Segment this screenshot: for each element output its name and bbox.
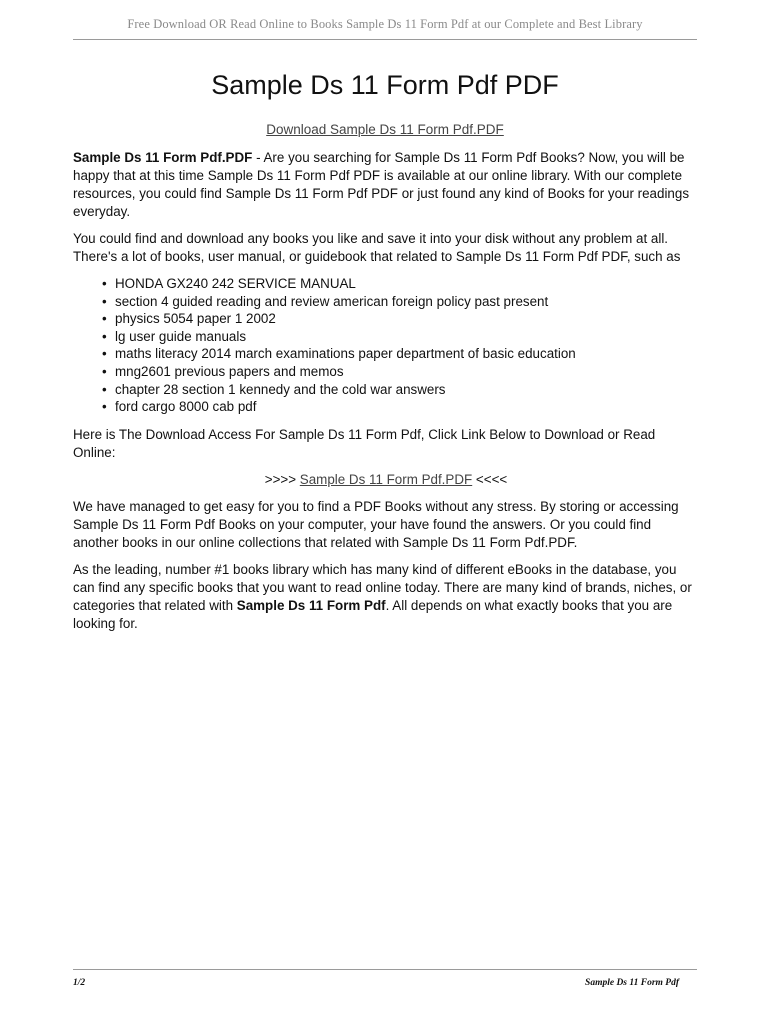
intro-paragraph [73,149,699,221]
paragraph-5-bold: Sample Ds 11 Form Pdf [236,597,386,613]
paragraph-2: You could find and download any books you like and save it into your disk without any problem at all. There's a lot of books, user manual, or guidebook that related to Sample Ds 11 Form Pdf PDF, such as [73,231,681,264]
access-link[interactable]: Sample Ds 11 Form Pdf.PDF [299,471,473,487]
list-item: • lg user guide manuals [115,328,699,346]
page-title: Sample Ds 11 Form Pdf PDF [211,70,559,100]
footer-divider [73,969,697,970]
footer-title: Sample Ds 11 Form Pdf [585,978,679,988]
intro-bold: Sample Ds 11 Form Pdf.PDF [73,150,253,165]
list-item: • ford cargo 8000 cab pdf [115,398,699,416]
main-content [73,149,699,642]
access-link-prefix: >>>> [264,471,300,487]
paragraph-5-text: As the leading, number #1 books library which has many kind of different eBooks in the database, you can find any specific books that you want to read online today. There are many kind of brands, niches, or categories that related with [73,561,692,613]
download-link[interactable]: Download Sample Ds 11 Form Pdf.PDF [266,122,504,137]
access-link-line [73,471,699,489]
paragraph-4: We have managed to get easy for you to find a PDF Books without any stress. By storing or accessing Sample Ds 11 Form Pdf Books on your computer, your have found the answers. Or you could find another books in our online collections that related with Sample Ds 11 Form Pdf.PDF. [73,498,679,550]
list-item: • HONDA GX240 242 SERVICE MANUAL [115,275,699,293]
page-number: 1/2 [73,978,86,988]
access-paragraph: Here is The Download Access For Sample Ds 11 Form Pdf, Click Link Below to Download or Read Online: [73,426,656,460]
download-link-container [0,122,770,137]
list-item: • physics 5054 paper 1 2002 [115,310,699,328]
paragraph-5 [73,561,699,633]
paragraph-5-end: . All depends on what exactly books that you are looking for. [73,597,673,631]
book-list [73,275,699,416]
page-header: Free Download OR Read Online to Books Sample Ds 11 Form Pdf at our Complete and Best Library [127,17,643,31]
list-item: • section 4 guided reading and review american foreign policy past present [115,293,699,311]
list-item: • maths literacy 2014 march examinations paper department of basic education [115,345,699,363]
header-divider [73,39,697,40]
list-item: • mng2601 previous papers and memos [115,363,699,381]
access-link-suffix: <<<< [472,471,508,487]
intro-text: - Are you searching for Sample Ds 11 Form Pdf Books? Now, you will be happy that at this time Sample Ds 11 Form Pdf PDF is available at our online library. With our complete resources, you could find Sample Ds 11 Form Pdf PDF or just found any kind of Books for your readings everyday. [73,150,690,219]
list-item: • chapter 28 section 1 kennedy and the cold war answers [115,381,699,399]
